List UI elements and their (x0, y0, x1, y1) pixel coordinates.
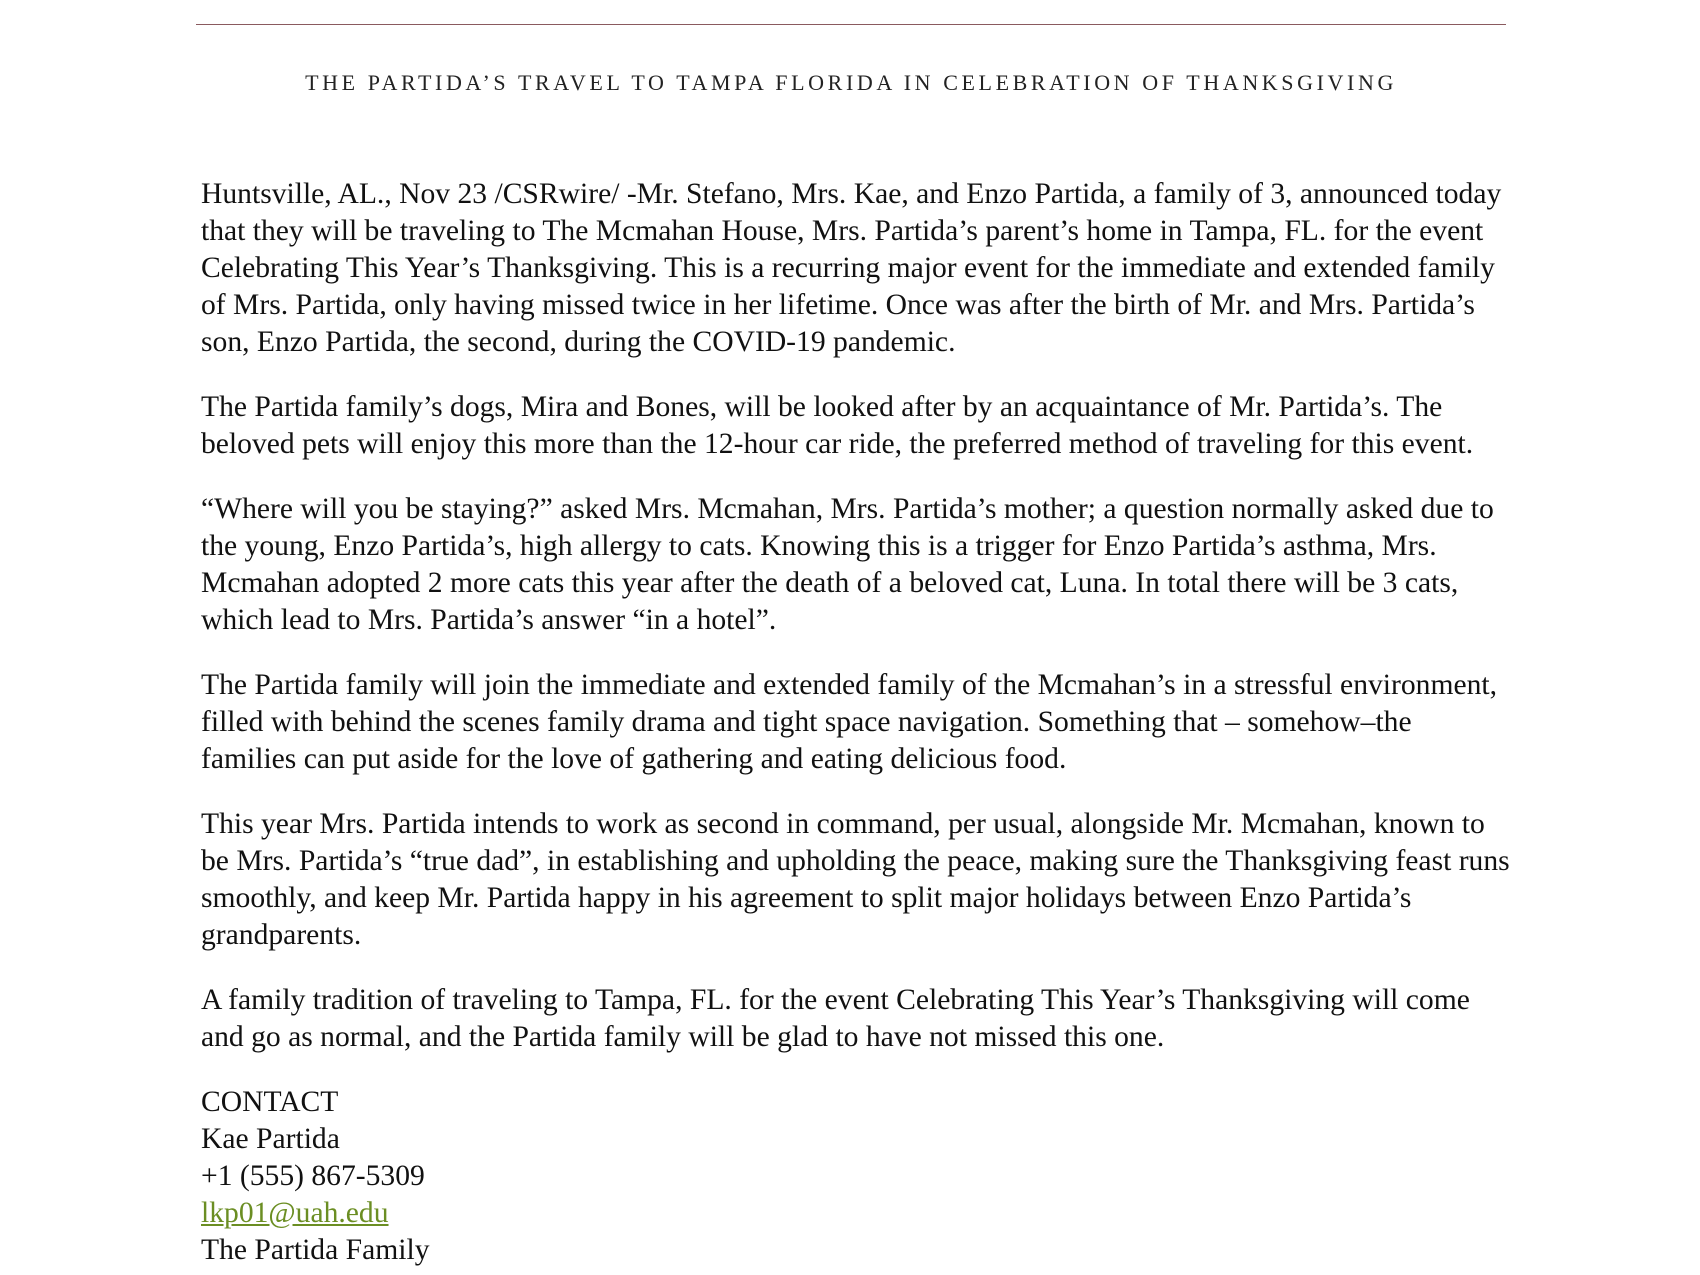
contact-organization: The Partida Family (201, 1234, 430, 1266)
press-release-body (201, 176, 1511, 1269)
contact-phone: +1 (555) 867-5309 (201, 1160, 425, 1192)
paragraph-pets: The Partida family’s dogs, Mira and Bones, will be looked after by an acquaintance of Mr. Partida’s. The beloved pets will enjoy this more than the 12-hour car ride, the preferred method of traveling for this event. (201, 391, 1474, 460)
contact-email-link[interactable]: lkp01@uah.edu (201, 1197, 389, 1229)
header-divider (196, 24, 1506, 25)
contact-name: Kae Partida (201, 1123, 340, 1155)
contact-heading: CONTACT (201, 1086, 339, 1118)
paragraph-gathering: The Partida family will join the immediate and extended family of the Mcmahan’s in a stressful environment, filled with behind the scenes family drama and tight space navigation. Something that – somehow–the families can put aside for the love of gathering and eating delicious food. (201, 669, 1498, 775)
contact-block (201, 1084, 1511, 1269)
paragraph-announcement: Huntsville, AL., Nov 23 /CSRwire/ -Mr. Stefano, Mrs. Kae, and Enzo Partida, a family of 3, announced today that they will be traveling to The Mcmahan House, Mrs. Partida’s parent’s home in Tampa, FL. for the event Celebrating This Year’s Thanksgiving. This is a recurring major event for the immediate and extended family of Mrs. Partida, only having missed twice in her lifetime. Once was after the birth of Mr. and Mrs. Partida’s son, Enzo Partida, the second, during the COVID-19 pandemic. (201, 178, 1502, 358)
paragraph-role: This year Mrs. Partida intends to work as second in command, per usual, alongside Mr. Mcmahan, known to be Mrs. Partida’s “true dad”, in establishing and upholding the peace, making sure the Thanksgiving feast runs smoothly, and keep Mr. Partida happy in his agreement to split major holidays between Enzo Partida’s grandparents. (201, 808, 1510, 951)
document-title: THE PARTIDA’S TRAVEL TO TAMPA FLORIDA IN CELEBRATION OF THANKSGIVING (305, 70, 1397, 95)
paragraph-lodging: “Where will you be staying?” asked Mrs. Mcmahan, Mrs. Partida’s mother; a question normally asked due to the young, Enzo Partida’s, high allergy to cats. Knowing this is a trigger for Enzo Partida’s asthma, Mrs. Mcmahan adopted 2 more cats this year after the death of a beloved cat, Luna. In total there will be 3 cats, which lead to Mrs. Partida’s answer “in a hotel”. (201, 493, 1494, 636)
paragraph-closing: A family tradition of traveling to Tampa, FL. for the event Celebrating This Year’s Thanksgiving will come and go as normal, and the Partida family will be glad to have not missed this one. (201, 984, 1470, 1053)
